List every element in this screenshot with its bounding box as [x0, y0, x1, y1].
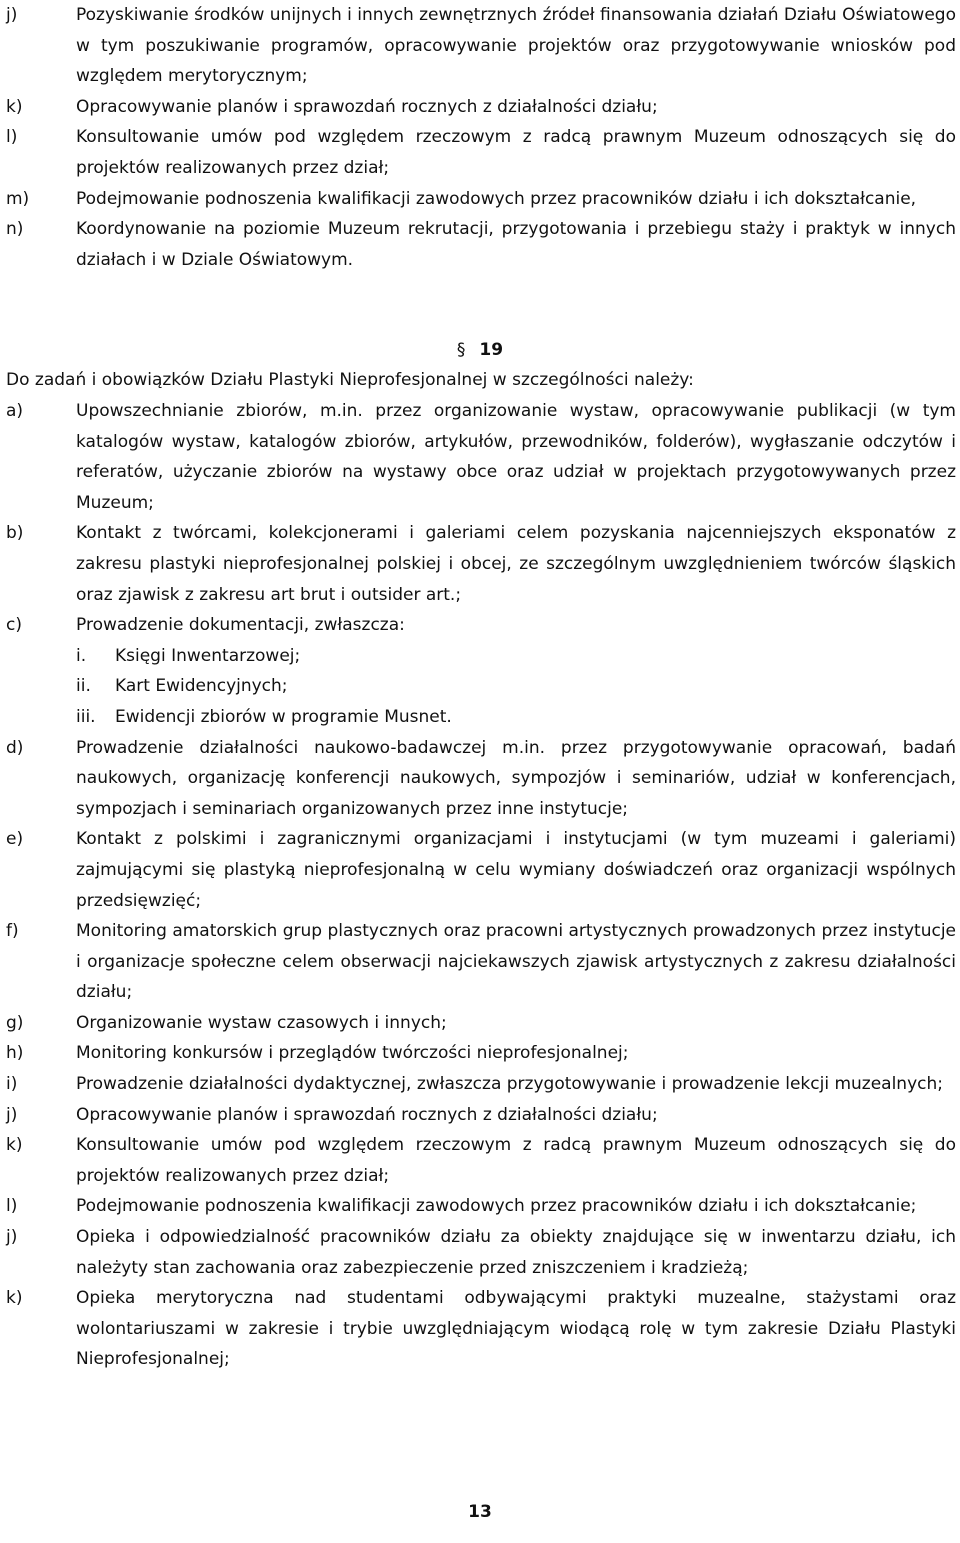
item-marker: a) — [6, 401, 24, 421]
list-item — [0, 184, 960, 215]
item-text: Monitoring amatorskich grup plastycznych oraz pracowni artystycznych prowadzonych przez instytucje i organizacje społeczne celem obserwacji najciekawszych zjawisk artystycznych z zakresu działalności działu; — [76, 921, 956, 1003]
item-text: Podejmowanie podnoszenia kwalifikacji zawodowych przez pracowników działu i ich dokształcanie, — [76, 188, 917, 209]
sub-list-item — [0, 641, 960, 672]
section-heading — [0, 335, 960, 365]
top-list — [0, 0, 960, 275]
item-text: Prowadzenie działalności dydaktycznej, zwłaszcza przygotowywanie i prowadzenie lekcji muzealnych; — [76, 1074, 943, 1095]
item-text: Opieka merytoryczna nad studentami odbywającymi praktyki muzealne, stażystami oraz wolontariuszami w zakresie i trybie uwzględniającym wiodącą rolę w tym zakresie Działu Plastyki Nieprofesjonalnej; — [76, 1288, 956, 1370]
item-text: Opracowywanie planów i sprawozdań rocznych z działalności działu; — [76, 96, 658, 117]
list-item — [0, 824, 960, 916]
list-item — [0, 733, 960, 825]
item-marker: j) — [6, 5, 18, 25]
item-marker: i) — [6, 1074, 18, 1095]
item-text: Podejmowanie podnoszenia kwalifikacji zawodowych przez pracowników działu i ich dokształcanie; — [76, 1196, 917, 1217]
item-marker: n) — [6, 219, 24, 240]
item-text: Konsultowanie umów pod względem rzeczowym z radcą prawnym Muzeum odnoszących się do projektów realizowanych przez dział; — [76, 127, 956, 178]
item-marker: l) — [6, 127, 18, 148]
item-marker: k) — [6, 96, 23, 117]
section-number: 19 — [479, 340, 504, 360]
page-number: 13 — [468, 1502, 492, 1522]
item-marker: l) — [6, 1196, 18, 1217]
list-item — [0, 916, 960, 1008]
sub-item-text: Ewidencji zbiorów w programie Musnet. — [115, 706, 452, 727]
item-marker: j) — [6, 1104, 18, 1125]
item-marker: d) — [6, 737, 24, 758]
section-sign: § — [456, 340, 466, 360]
section-list — [0, 396, 960, 1375]
list-item — [0, 122, 960, 183]
list-item — [0, 1100, 960, 1131]
sub-item-text: Księgi Inwentarzowej; — [115, 645, 301, 666]
item-marker: c) — [6, 615, 22, 636]
item-marker: h) — [6, 1043, 24, 1064]
list-item — [0, 214, 960, 275]
item-marker: m) — [6, 188, 30, 209]
list-item — [0, 1038, 960, 1069]
section-intro: Do zadań i obowiązków Działu Plastyki Nieprofesjonalnej w szczególności należy: — [6, 370, 694, 390]
item-marker: k) — [6, 1135, 23, 1156]
sub-item-text: Kart Ewidencyjnych; — [115, 676, 288, 697]
list-item — [0, 92, 960, 123]
list-item — [0, 1283, 960, 1375]
sub-list-item — [0, 702, 960, 733]
item-text: Kontakt z polskimi i zagranicznymi organizacjami i instytucjami (w tym muzeami i galeriami) zajmującymi się plastyką nieprofesjonalną w celu wymiany doświadczeń oraz organizacji wspólnych przedsięwzięć; — [76, 829, 956, 911]
item-text: Prowadzenie działalności naukowo-badawczej m.in. przez przygotowywanie opracowań, badań naukowych, organizację konferencji naukowych, sympozjów i seminariów, udział w konferencjach, sympozjach i seminariach organizowanych przez inne instytucje; — [76, 737, 956, 819]
item-marker: k) — [6, 1288, 23, 1309]
item-marker: b) — [6, 523, 24, 544]
list-item — [0, 1069, 960, 1100]
item-marker: e) — [6, 829, 24, 850]
item-text: Koordynowanie na poziomie Muzeum rekrutacji, przygotowania i przebiegu staży i praktyk w innych działach i w Dziale Oświatowym. — [76, 219, 956, 270]
list-item — [0, 1130, 960, 1191]
item-text: Opieka i odpowiedzialność pracowników działu za obiekty znajdujące się w inwentarzu działu, ich należyty stan zachowania oraz zabezpieczenie przed zniszczeniem i kradzieżą; — [76, 1227, 956, 1278]
list-item — [0, 0, 960, 92]
list-item — [0, 396, 960, 518]
list-item — [0, 1191, 960, 1222]
item-text: Opracowywanie planów i sprawozdań rocznych z działalności działu; — [76, 1104, 658, 1125]
sub-item-marker: ii. — [76, 676, 91, 697]
list-item — [0, 1008, 960, 1039]
item-text: Organizowanie wystaw czasowych i innych; — [76, 1012, 447, 1033]
item-text: Monitoring konkursów i przeglądów twórczości nieprofesjonalnej; — [76, 1043, 629, 1064]
item-marker: f) — [6, 921, 19, 942]
list-item — [0, 518, 960, 610]
sub-item-marker: iii. — [76, 706, 96, 727]
sub-item-marker: i. — [76, 645, 87, 666]
item-marker: j) — [6, 1227, 18, 1248]
list-item — [0, 610, 960, 641]
item-text: Upowszechnianie zbiorów, m.in. przez organizowanie wystaw, opracowywanie publikacji (w tym katalogów wystaw, katalogów zbiorów, artykułów, przewodników, folderów), wygłaszanie odczytów i referatów, użyczanie zbiorów na wystawy obce oraz udział w projektach przygotowywanych przez Muzeum; — [76, 401, 956, 513]
item-text: Prowadzenie dokumentacji, zwłaszcza: — [76, 615, 405, 636]
sub-list-item — [0, 671, 960, 702]
item-text: Pozyskiwanie środków unijnych i innych zewnętrznych źródeł finansowania działań Działu Oświatowego w tym poszukiwanie programów, opracowywanie projektów oraz przygotowywanie wniosków pod względem merytorycznym; — [76, 5, 956, 87]
item-text: Kontakt z twórcami, kolekcjonerami i galeriami celem pozyskania najcenniejszych eksponatów z zakresu plastyki nieprofesjonalnej polskiej i obcej, ze szczególnym uwzględnieniem twórców śląskich oraz zjawisk z zakresu art brut i outsider art.; — [76, 523, 956, 605]
item-marker: g) — [6, 1012, 24, 1033]
list-item — [0, 1222, 960, 1283]
item-text: Konsultowanie umów pod względem rzeczowym z radcą prawnym Muzeum odnoszących się do projektów realizowanych przez dział; — [76, 1135, 956, 1186]
